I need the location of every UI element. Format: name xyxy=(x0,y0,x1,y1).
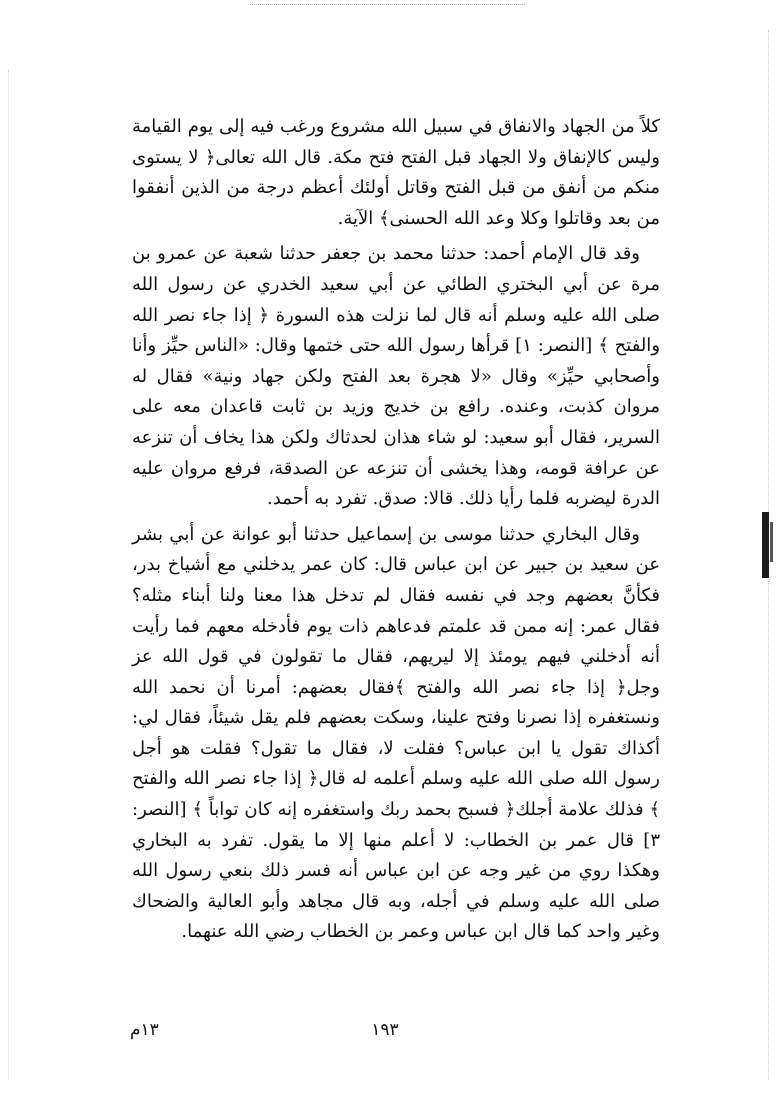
paragraph-1: كلاً من الجهاد والانفاق في سبيل الله مشروع ورغب فيه إلى يوم القيامة وليس كالإنفاق ولا الجهاد قبل الفتح فتح مكة. قال الله تعالى﴿ لا يستوى منكم من أنفق من قبل الفتح وقاتل أولئك أعظم درجة من الذين أنفقوا من بعد وقاتلوا وكلا وعد الله الحسنى﴾ الآية. xyxy=(132,116,660,229)
binding-edge-mark xyxy=(762,512,769,578)
paragraph-2: وقد قال الإمام أحمد: حدثنا محمد بن جعفر حدثنا شعبة عن عمرو بن مرة عن أبي البختري الطائي عن أبي سعيد الخدري عن رسول الله صلى الله عليه وسلم أنه قال لما نزلت هذه السورة ﴿ إذا جاء نصر الله والفتح ﴾ [النصر: ١] قرأها رسول الله حتى ختمها وقال: «الناس حيِّز وأنا وأصحابي حيِّز» وقال «لا هجرة بعد الفتح ولكن جهاد ونية» فقال له مروان كذبت، وعنده. رافع بن خديج وزيد بن ثابت قاعدان معه على السرير، فقال أبو سعيد: لو شاء هذان لحدثاك ولكن هذا يخاف أن تنزعه عن عرافة قومه، وهذا يخشى أن تنزعه عن الصدقة، فرفع مروان عليه الدرة ليضربه فلما رأيا ذلك. قالا: صدق. تفرد به أحمد. xyxy=(132,243,661,510)
top-rule xyxy=(250,4,525,5)
binding-edge-mark-secondary xyxy=(770,522,773,562)
signature-mark: ١٣م xyxy=(130,1020,159,1040)
paragraph-3: وقال البخاري حدثنا موسى بن إسماعيل حدثنا أبو عوانة عن أبي بشر عن سعيد بن جبير عن ابن عباس قال: كان عمر يدخلني مع أشياخ بدر، فكأنَّ بعضهم وجد في نفسه فقال لم تدخل هذا معنا ولنا أبناء مثله؟ فقال عمر: إنه ممن قد علمتم فدعاهم ذات يوم فأدخله معهم فما رأيت أنه أدخلني فيهم يومئذ إلا ليريهم، فقال ما تقولون في قول الله عز وجل﴿ إذا جاء نصر الله والفتح ﴾فقال بعضهم: أمرنا أن نحمد الله ونستغفره إذا نصرنا وفتح علينا، وسكت بعضهم فلم يقل شيئاً، فقال لي: أكذاك تقول يا ابن عباس؟ فقلت لا، فقال ما تقول؟ فقلت هو أجل رسول الله صلى الله عليه وسلم أعلمه له قال﴿ إذا جاء نصر الله والفتح ﴾ فذلك علامة أجلك﴿ فسبح بحمد ربك واستغفره إنه كان تواباً ﴾ [النصر: ٣] قال عمر بن الخطاب: لا أعلم منها إلا ما يقول. تفرد به البخاري وهكذا روي من غير وجه عن ابن عباس أنه فسر ذلك بنعي رسول الله صلى الله عليه وسلم في أجله، وبه قال مجاهد وأبو العالية والضحاك وغير واحد كما قال ابن عباس وعمر بن الخطاب رضي الله عنهما. xyxy=(132,523,661,943)
scan-speckle-left xyxy=(8,70,9,1080)
page-number: ١٩٣ xyxy=(371,1020,399,1040)
body-text xyxy=(132,112,660,953)
page-footer xyxy=(0,1020,777,1050)
